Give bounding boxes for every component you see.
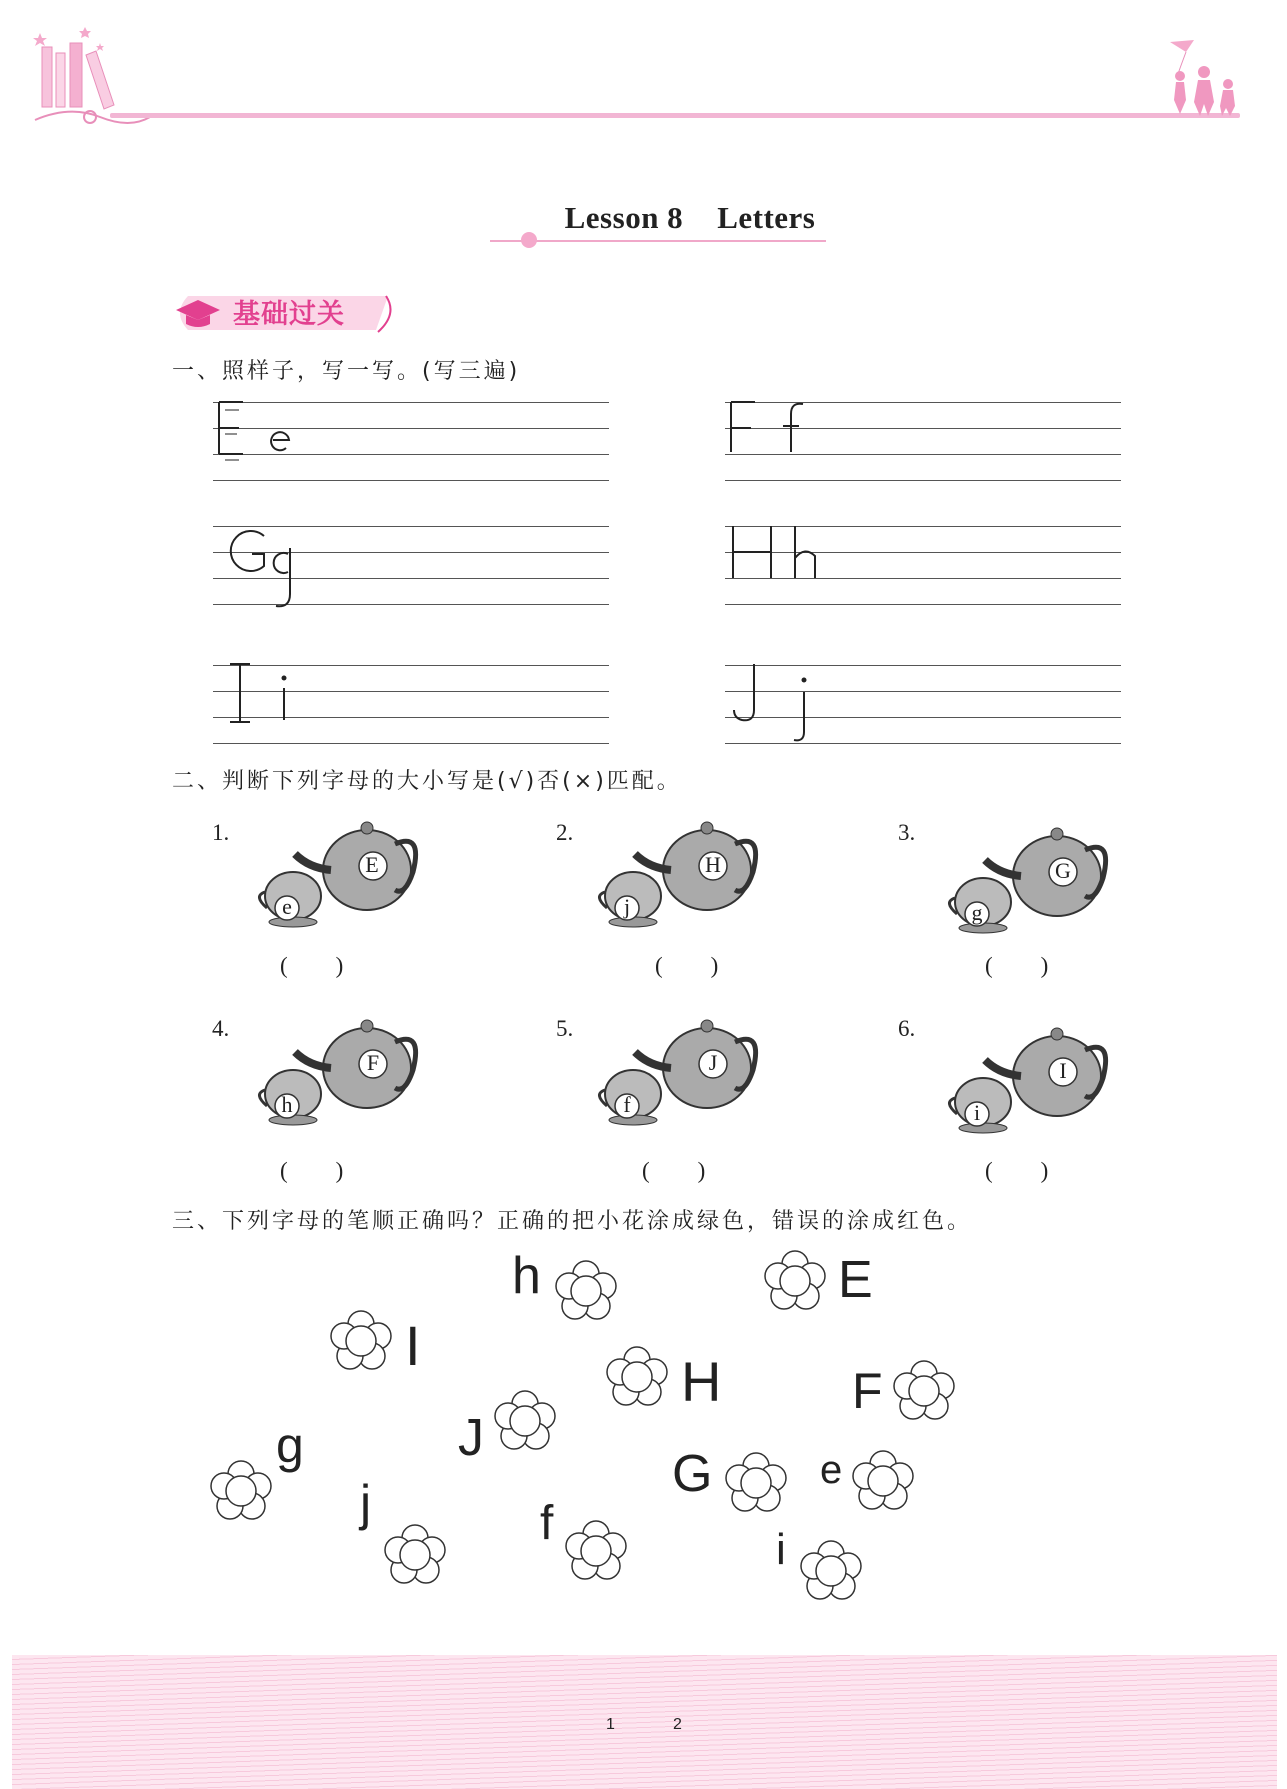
stroke-model-I-i — [228, 658, 298, 728]
item-number: 1. — [212, 820, 230, 845]
teapot-letter: I — [1059, 1058, 1067, 1083]
cup-letter: g — [971, 900, 983, 925]
section-title: 基础过关 — [233, 299, 345, 330]
stroke-letter-h: h — [512, 1247, 541, 1305]
flower-icon[interactable] — [893, 1360, 955, 1422]
teapot-letter: G — [1055, 858, 1071, 883]
page-number-right: 2 — [673, 1716, 682, 1733]
answer-paren-1[interactable]: ( ) — [280, 953, 344, 978]
item-number: 2. — [556, 820, 574, 845]
stroke-letter-F: F — [852, 1363, 883, 1419]
flower-icon[interactable] — [852, 1450, 914, 1512]
lesson-number: Lesson 8 — [564, 200, 684, 235]
stroke-model-H-h — [725, 522, 825, 582]
teapot-letter: E — [365, 852, 379, 877]
stroke-letter-f: f — [540, 1497, 554, 1550]
flower-icon[interactable] — [764, 1250, 826, 1312]
cup-letter: f — [623, 1092, 631, 1117]
cup-letter: j — [623, 894, 631, 919]
flower-icon[interactable] — [565, 1520, 627, 1582]
flower-icon[interactable] — [725, 1452, 787, 1514]
stroke-model-G-g — [218, 522, 308, 614]
stroke-model-F-f — [725, 398, 815, 454]
item-number: 4. — [212, 1016, 230, 1041]
stroke-letter-J: J — [458, 1409, 484, 1467]
stroke-letter-E: E — [838, 1251, 873, 1309]
question-1-instruction: 一、照样子，写一写。(写三遍) — [172, 359, 521, 384]
lesson-topic: Letters — [717, 200, 816, 235]
flower-icon[interactable] — [606, 1346, 668, 1408]
flower-icon[interactable] — [384, 1524, 446, 1586]
stroke-letter-j: j — [360, 1475, 372, 1531]
teapot-letter: F — [366, 1050, 380, 1075]
answer-paren-3[interactable]: ( ) — [985, 953, 1049, 978]
kids-kite-icon — [1160, 38, 1245, 122]
answer-paren-2[interactable]: ( ) — [655, 953, 719, 978]
cup-letter: e — [282, 894, 292, 919]
stroke-letter-e: e — [820, 1448, 843, 1492]
teapot-letter: H — [705, 852, 721, 877]
page-number-left: 1 — [606, 1716, 615, 1733]
answer-paren-4[interactable]: ( ) — [280, 1158, 344, 1183]
item-number: 5. — [556, 1016, 574, 1041]
item-number: 6. — [898, 1016, 916, 1041]
footer-band — [12, 1655, 1277, 1789]
flower-icon[interactable] — [800, 1540, 862, 1602]
stroke-letter-G: G — [672, 1445, 713, 1503]
cup-letter: i — [973, 1100, 981, 1125]
flower-icon[interactable] — [330, 1310, 392, 1372]
stroke-letter-g: g — [276, 1417, 304, 1473]
stroke-letter-i: i — [776, 1525, 786, 1574]
stroke-model-E-e — [213, 398, 303, 470]
teapot-letter: J — [708, 1050, 718, 1075]
title-underline — [490, 240, 826, 242]
question-3-instruction: 三、下列字母的笔顺正确吗？正确的把小花涂成绿色，错误的涂成红色。 — [172, 1209, 973, 1234]
lesson-title — [500, 200, 880, 236]
title-dot — [521, 232, 537, 248]
question-2-instruction: 二、判断下列字母的大小写是(√)否(×)匹配。 — [172, 769, 682, 794]
item-number: 3. — [898, 820, 916, 845]
flower-icon[interactable] — [494, 1390, 556, 1452]
flower-icon[interactable] — [555, 1260, 617, 1322]
answer-paren-6[interactable]: ( ) — [985, 1158, 1049, 1183]
answer-paren-5[interactable]: ( ) — [642, 1158, 706, 1183]
flower-icon[interactable] — [210, 1460, 272, 1522]
stroke-letter-H: H — [681, 1350, 722, 1413]
cup-letter: h — [281, 1092, 293, 1117]
stroke-letter-I: I — [405, 1314, 421, 1377]
header-divider — [110, 113, 1240, 118]
stroke-model-J-j — [728, 658, 828, 744]
